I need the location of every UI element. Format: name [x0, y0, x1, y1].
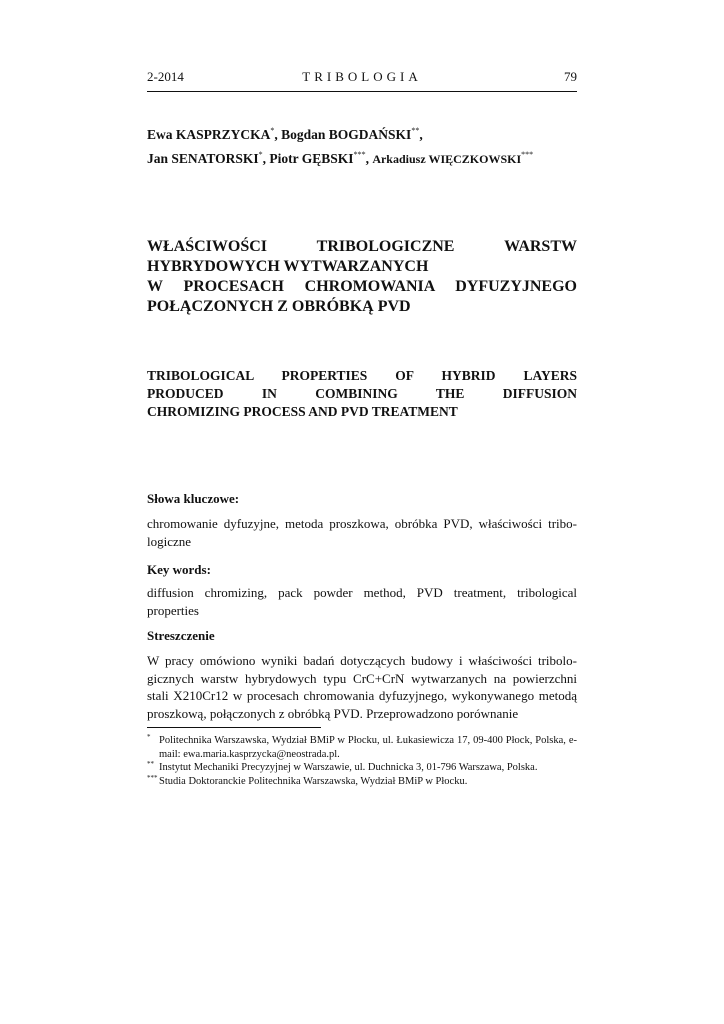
affiliation-mark: * — [258, 150, 263, 159]
title-line: PRODUCED IN COMBINING THE DIFFUSION — [147, 386, 577, 401]
affiliation-mark: *** — [353, 150, 366, 159]
author-name: Bogdan BOGDAŃSKI — [281, 127, 412, 142]
author-name: Arkadiusz WIĘCZKOWSKI — [372, 152, 522, 166]
affiliation-mark: ** — [411, 126, 420, 135]
footnote-text: Instytut Mechaniki Precyzyjnej w Warszawie, ul. Duchnicka 3, 01-796 Warszawa, Polska. — [159, 762, 538, 773]
author-line-1: Ewa KASPRZYCKA*, Bogdan BOGDAŃSKI**, — [147, 126, 423, 142]
keywords-pl-text: chromowanie dyfuzyjne, metoda proszkowa, obróbka PVD, właściwości tribologiczne — [147, 516, 577, 549]
affiliation-mark: * — [270, 126, 275, 135]
footnote-text: Politechnika Warszawska, Wydział BMiP w Płocku, ul. Łukasiewicza 17, 09-400 Płock, Polska, e-mail: ewa.maria.kasprzycka@neostrada.pl. — [159, 735, 577, 760]
affiliation-mark: *** — [521, 150, 534, 159]
page-number: 79 — [564, 69, 577, 84]
footnote — [147, 775, 577, 789]
author-list — [147, 121, 533, 169]
abstract-heading: Streszczenie — [147, 628, 215, 643]
footnote-mark: * — [147, 733, 151, 741]
title-polish — [147, 237, 577, 317]
title-line: WŁAŚCIWOŚCI TRIBOLOGICZNE WARSTW — [147, 238, 577, 255]
footnote — [147, 734, 577, 761]
journal-name: TRIBOLOGIA — [302, 69, 422, 84]
title-english — [147, 367, 577, 421]
footnotes — [147, 734, 577, 788]
author-line-2: Jan SENATORSKI*, Piotr GĘBSKI***, Arkadiusz WIĘCZKOWSKI*** — [147, 150, 534, 166]
author-name: Jan SENATORSKI — [147, 151, 259, 166]
footnote — [147, 761, 577, 775]
abstract-text: W pracy omówiono wyniki badań dotyczących budowy i właściwości tribologicznych warstw hybrydowych typu CrC+CrN wytwarzanych na powierzchni stali X210Cr12 w procesach chromowania dyfuzyjnego, wykonywanego metodą proszkową, połączonych z obróbką PVD. Przeprowadzono porównanie — [147, 653, 577, 721]
running-header — [147, 69, 577, 92]
footnote-text: Studia Doktoranckie Politechnika Warszawska, Wydział BMiP w Płocku. — [159, 775, 468, 787]
author-name: Ewa KASPRZYCKA — [147, 127, 271, 142]
keywords-pl-heading: Słowa kluczowe: — [147, 491, 240, 506]
author-name: Piotr GĘBSKI — [269, 151, 354, 166]
title-line: CHROMIZING PROCESS AND PVD TREATMENT — [147, 404, 458, 419]
footnote-rule — [147, 727, 321, 728]
title-line: POŁĄCZONYCH Z OBRÓBKĄ PVD — [147, 298, 411, 315]
title-line: HYBRYDOWYCH WYTWARZANYCH — [147, 258, 429, 275]
keywords-en-heading: Key words: — [147, 562, 211, 577]
footnote-mark: *** — [147, 773, 158, 782]
footnote-mark: ** — [147, 760, 154, 768]
keywords-en-text: diffusion chromizing, pack powder method, PVD treatment, tribological properties — [147, 585, 577, 618]
issue-number: 2-2014 — [147, 69, 184, 84]
title-line: W PROCESACH CHROMOWANIA DYFUZYJNEGO — [147, 278, 577, 295]
title-line: TRIBOLOGICAL PROPERTIES OF HYBRID LAYERS — [147, 368, 577, 383]
